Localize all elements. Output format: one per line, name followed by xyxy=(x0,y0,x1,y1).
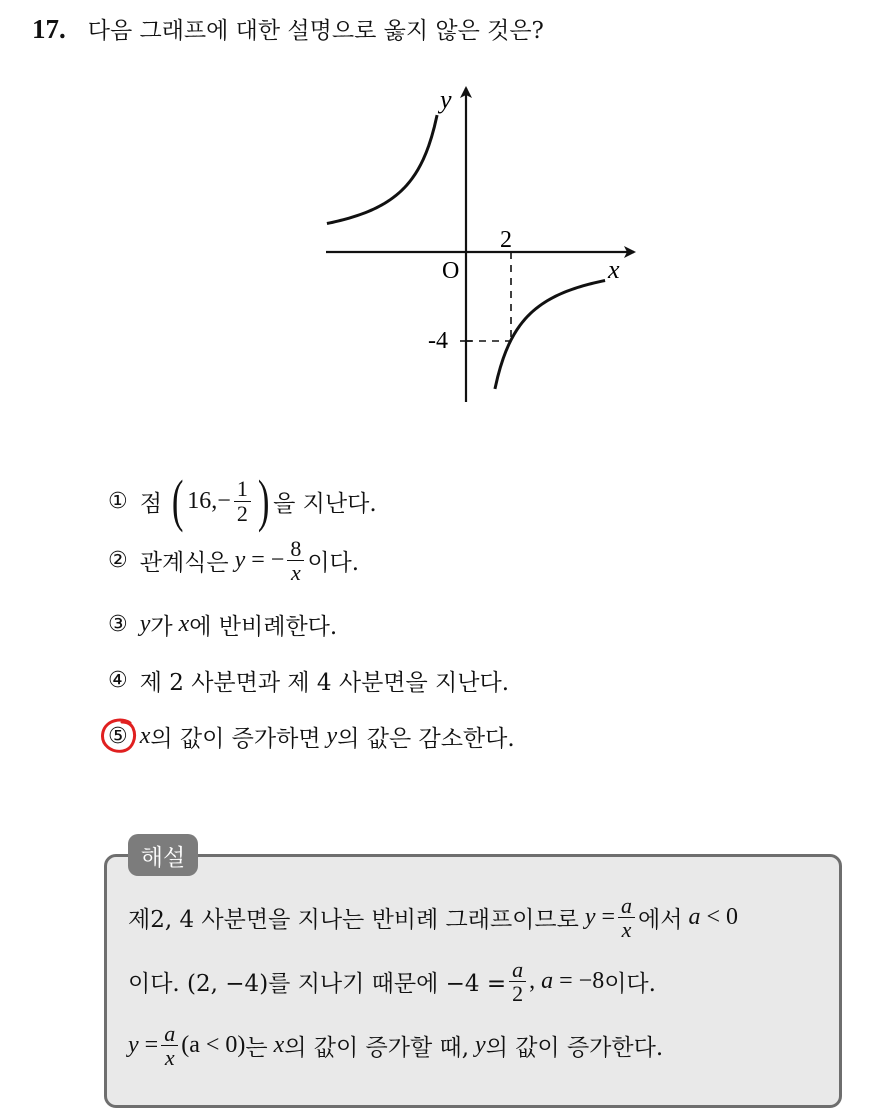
hyperbola-branch-2nd-quadrant xyxy=(327,115,437,223)
var-y: y xyxy=(234,547,246,574)
question-number: 17. xyxy=(32,14,66,44)
comma: , xyxy=(529,968,536,995)
option-number-4: ④ xyxy=(108,668,128,693)
option-4-text: 제 2 사분면과 제 4 사분면을 지난다. xyxy=(139,670,510,696)
option-number-1: ① xyxy=(108,488,128,514)
option-2-post: 이다. xyxy=(307,550,360,577)
option-1[interactable] xyxy=(108,468,377,533)
solution-title: 해설 xyxy=(128,834,198,876)
equals: = xyxy=(601,904,616,931)
question-text: 다음 그래프에 대한 설명으로 옳지 않은 것은? xyxy=(87,18,544,44)
option-5[interactable] xyxy=(108,720,515,753)
y-axis-label: y xyxy=(440,85,452,114)
solution-3-post: 의 값이 증가한다. xyxy=(485,1035,664,1062)
var-y: y xyxy=(128,1032,139,1059)
equals-minus: = − xyxy=(251,547,285,574)
origin-label: O xyxy=(442,258,460,284)
y-tick-label: -4 xyxy=(428,328,448,354)
solution-3-mid2: 의 값이 증가할 때, xyxy=(284,1035,470,1062)
option-1-pre: 점 xyxy=(139,490,162,517)
var-a: a xyxy=(541,968,554,995)
option-3[interactable] xyxy=(108,608,337,641)
var-x: x xyxy=(139,723,151,749)
solution-2-post: 이다. xyxy=(604,971,656,998)
fraction-numerator: a xyxy=(161,1022,178,1046)
option-4[interactable] xyxy=(108,664,509,697)
solution-2-pre: 이다. (2, −4)를 지나기 때문에 −4 = xyxy=(128,971,507,998)
fraction-denominator: x xyxy=(164,1045,175,1071)
var-x: x xyxy=(178,611,190,637)
answer-circle-mark xyxy=(100,717,138,755)
condition: (a < 0) xyxy=(181,1032,246,1059)
option-2-pre: 관계식은 xyxy=(139,550,229,577)
option-number-2: ② xyxy=(108,548,128,574)
var-x: x xyxy=(273,1032,285,1059)
fraction-denominator: x xyxy=(621,917,632,943)
fraction-one-half xyxy=(234,477,251,524)
option-number-5: ⑤ xyxy=(108,724,128,749)
fraction-denominator: 2 xyxy=(236,500,248,526)
option-3-mid: 가 xyxy=(150,614,173,640)
solution-3-mid: 는 xyxy=(245,1035,268,1062)
var-y: y xyxy=(475,1032,486,1059)
solution-line-1 xyxy=(128,894,738,941)
equals-minus-8: = −8 xyxy=(559,968,605,995)
fraction-numerator: a xyxy=(618,894,635,918)
solution-1-pre: 제2, 4 사분면을 지나는 반비례 그래프이므로 xyxy=(128,907,579,934)
option-2[interactable] xyxy=(108,537,359,584)
option-number-3: ③ xyxy=(108,612,128,637)
option-1-post: 을 지난다. xyxy=(273,490,377,517)
x-tick-label: 2 xyxy=(500,227,512,253)
fraction-a-over-x xyxy=(161,1022,178,1069)
fraction-a-over-2 xyxy=(509,958,526,1005)
fraction-numerator: a xyxy=(509,958,526,982)
option-3-post: 에 반비례한다. xyxy=(189,614,338,640)
point-x: 16, xyxy=(187,487,218,514)
solution-1-mid: 에서 xyxy=(638,907,683,934)
hyperbola-graph xyxy=(318,82,648,412)
var-y: y xyxy=(326,723,338,749)
fraction-a-over-x xyxy=(618,894,635,941)
solution-line-2 xyxy=(128,958,656,1005)
fraction-numerator: 1 xyxy=(234,477,251,501)
minus-sign: − xyxy=(217,487,231,514)
equals: = xyxy=(144,1032,159,1059)
question-header xyxy=(32,12,544,52)
fraction-8-over-x xyxy=(287,537,304,584)
condition: < 0 xyxy=(706,904,739,931)
solution-line-3 xyxy=(128,1022,663,1069)
fraction-denominator: 2 xyxy=(512,981,524,1007)
fraction-numerator: 8 xyxy=(287,537,304,561)
var-y: y xyxy=(139,611,151,637)
left-paren: ( xyxy=(171,468,184,533)
var-y: y xyxy=(584,904,596,931)
var-a: a xyxy=(688,904,701,931)
x-axis-label: x xyxy=(608,255,620,284)
option-5-mid: 의 값이 증가하면 xyxy=(150,726,321,752)
option-5-post: 의 값은 감소한다. xyxy=(337,726,515,752)
right-paren: ) xyxy=(257,468,270,533)
fraction-denominator: x xyxy=(290,560,301,586)
